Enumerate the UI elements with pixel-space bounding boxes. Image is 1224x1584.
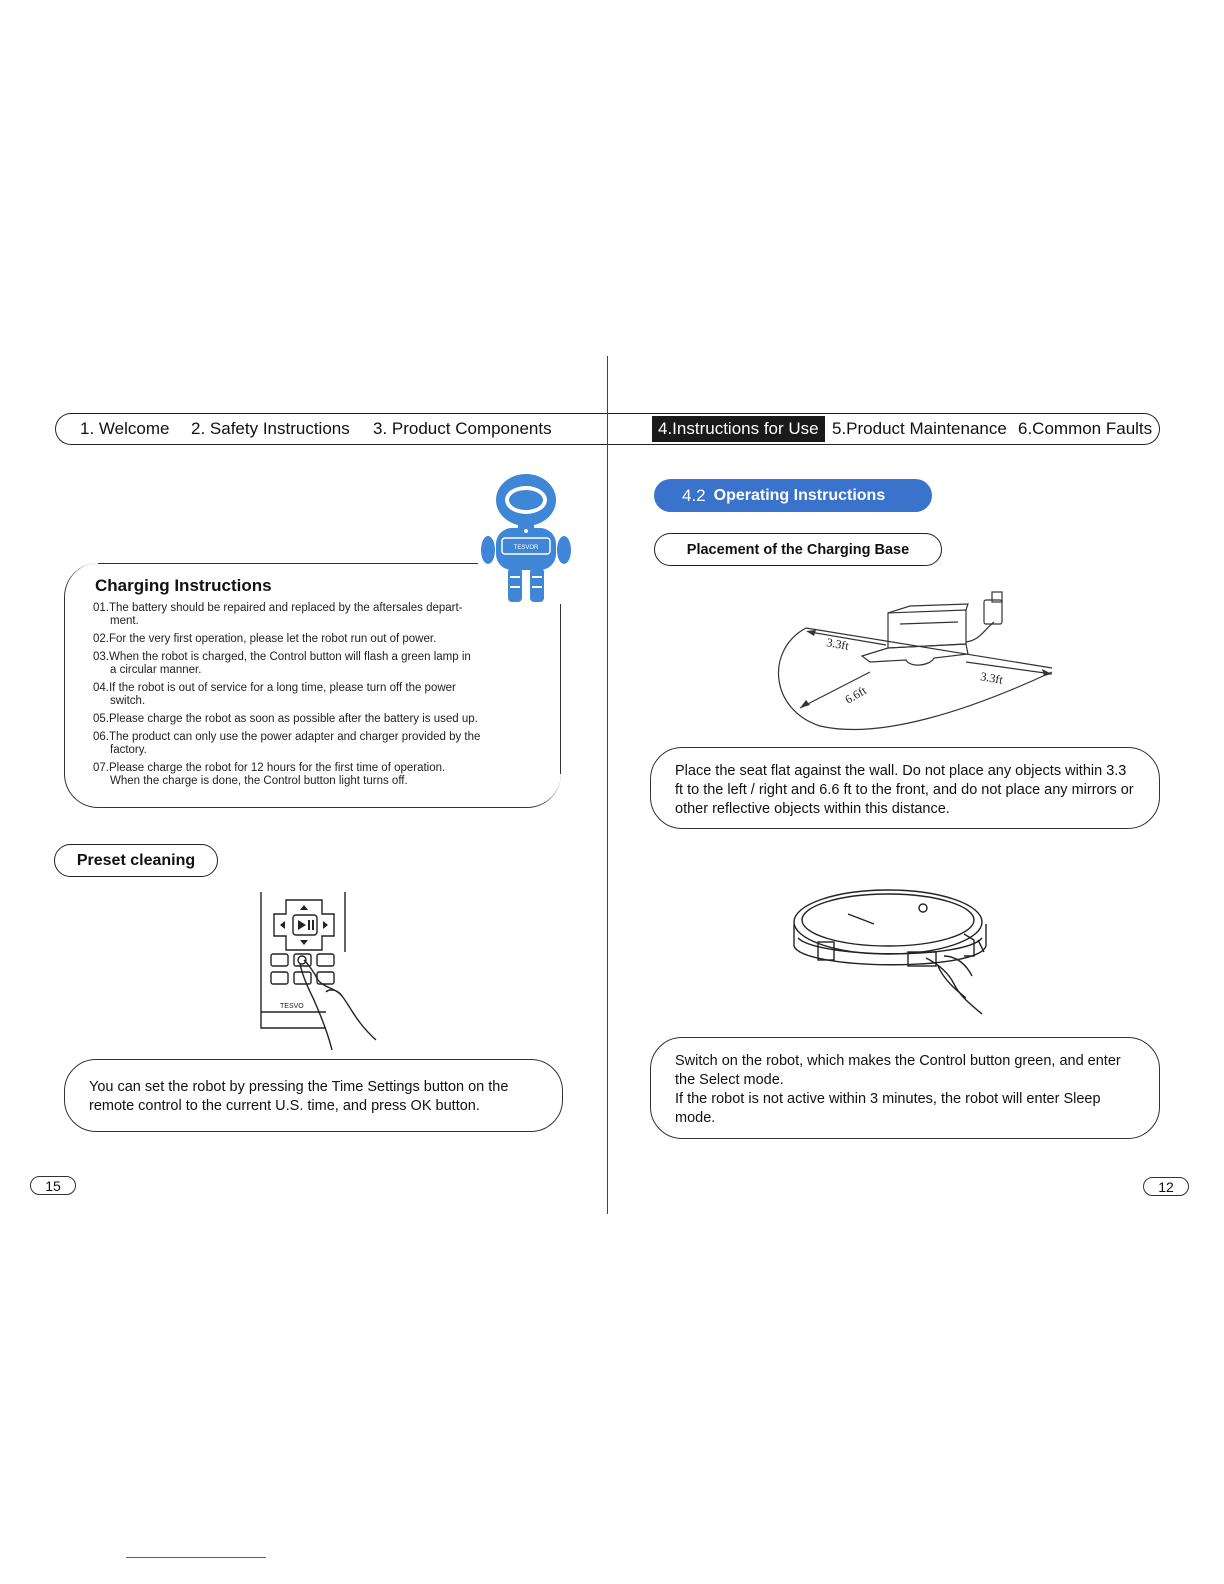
charging-item-04: 04.If the robot is out of service for a long time, please turn off the power switch. — [93, 682, 456, 707]
switch-note-line-1: Switch on the robot, which makes the Control button green, and enter the Select mode. — [675, 1053, 1121, 1088]
charging-item-01: 01.The battery should be repaired and replaced by the aftersales depart- ment. — [93, 602, 463, 627]
section-title: Operating Instructions — [713, 486, 886, 504]
remote-brand-label: TESVO — [280, 1003, 304, 1010]
charging-instructions-list — [93, 602, 533, 793]
page-number-left: 15 — [30, 1176, 76, 1195]
charging-box-top-edge — [98, 563, 478, 564]
tab-product-maintenance[interactable]: 5.Product Maintenance — [832, 419, 1007, 438]
dimension-front: 6.6ft — [842, 683, 869, 707]
tab-welcome[interactable]: 1. Welcome — [80, 419, 170, 438]
tab-instructions-for-use[interactable]: 4.Instructions for Use — [652, 416, 825, 442]
dimension-left: 3.3ft — [825, 635, 850, 653]
dimension-right: 3.3ft — [979, 669, 1004, 687]
page-divider — [607, 356, 608, 1214]
charging-item-05: 05.Please charge the robot as soon as possible after the battery is used up. — [93, 713, 478, 725]
placement-note: Place the seat flat against the wall. Do not place any objects within 3.3 ft to the left / right and 6.6 ft to the front, and do not place any mirrors or other reflective objects within this distance. — [650, 747, 1160, 829]
charging-box-right-edge — [560, 604, 561, 774]
charging-item-06: 06.The product can only use the power adapter and charger provided by the factory. — [93, 731, 481, 756]
section-number: 4.2 — [682, 485, 706, 505]
preset-cleaning-note: You can set the robot by pressing the Time Settings button on the remote control to the current U.S. time, and press OK button. — [64, 1059, 563, 1132]
tab-safety-instructions[interactable]: 2. Safety Instructions — [191, 419, 350, 438]
charging-item-02: 02.For the very first operation, please let the robot run out of power. — [93, 633, 437, 645]
page-number-right: 12 — [1143, 1177, 1189, 1196]
tab-common-faults[interactable]: 6.Common Faults — [1018, 419, 1153, 438]
footer-link-underline — [126, 1557, 266, 1558]
switch-note-line-2: If the robot is not active within 3 minutes, the robot will enter Sleep mode. — [675, 1091, 1101, 1126]
charging-base-placement-diagram — [770, 590, 1060, 738]
charging-item-07: 07.Please charge the robot for 12 hours for the first time of operation. When the charge is done, the Control button light turns off. — [93, 762, 446, 787]
mascot-label: TESVOR — [513, 545, 539, 551]
charging-instructions-title: Charging Instructions — [95, 576, 272, 595]
placement-charging-base-heading: Placement of the Charging Base — [654, 533, 942, 566]
preset-cleaning-heading: Preset cleaning — [54, 844, 218, 877]
charging-item-03: 03.When the robot is charged, the Control button will flash a green lamp in a circular manner. — [93, 651, 471, 676]
tab-product-components[interactable]: 3. Product Components — [373, 419, 552, 438]
operating-instructions-heading — [654, 479, 932, 512]
robot-power-switch-illustration — [788, 880, 998, 1020]
remote-control-illustration — [256, 892, 382, 1052]
switch-on-note — [650, 1037, 1160, 1139]
